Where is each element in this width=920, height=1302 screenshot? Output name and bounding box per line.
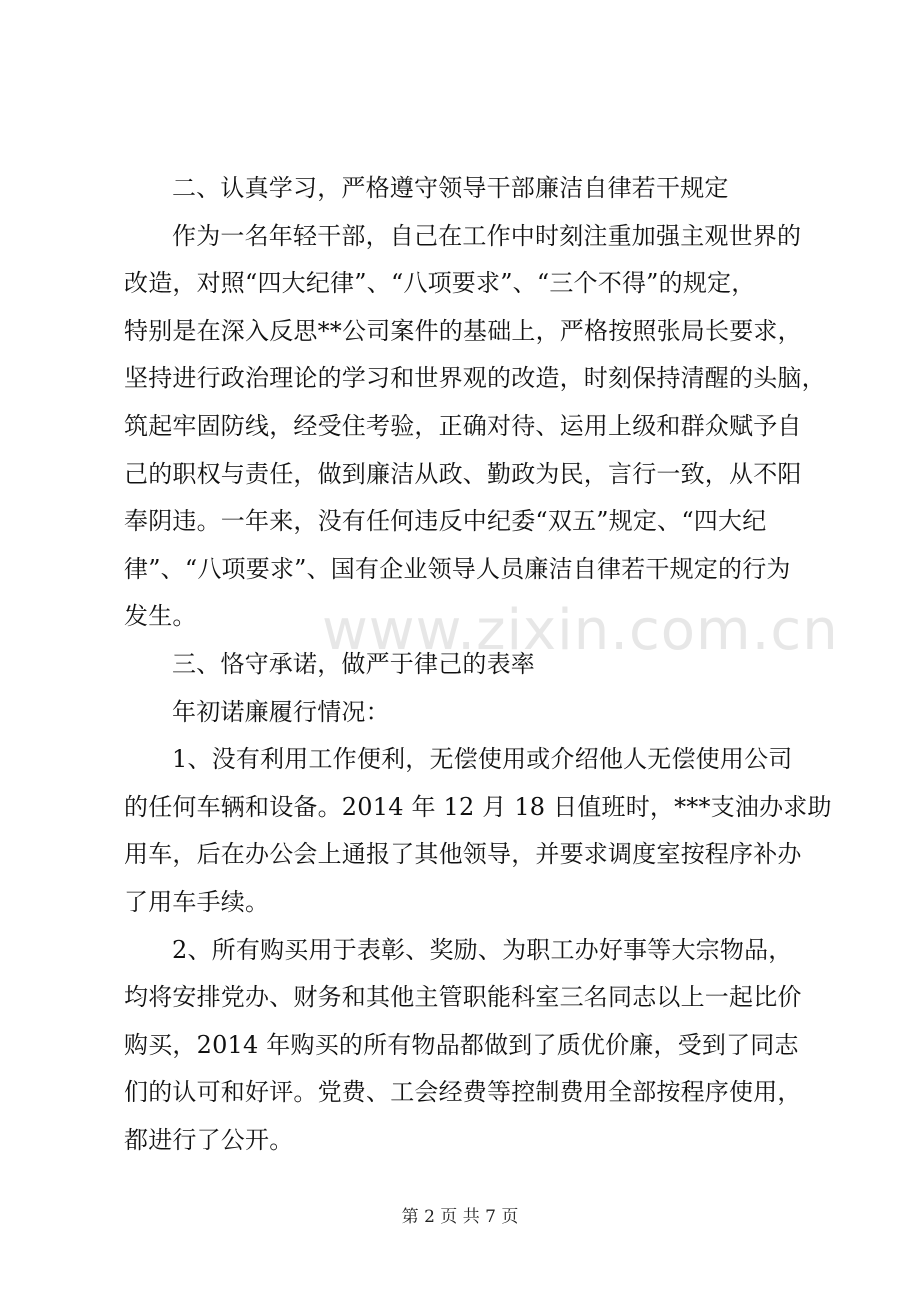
paragraph-line: 的任何车辆和设备。2014 年 12 月 18 日值班时，***支油办求助 (124, 792, 832, 821)
heading-section-2: 二、认真学习，严格遵守领导干部廉洁自律若干规定 (172, 174, 729, 202)
paragraph-line: 发生。 (124, 602, 197, 631)
paragraph-line: 均将安排党办、财务和其他主管职能科室三名同志以上一起比价 (124, 983, 802, 1012)
subheading: 年初诺廉履行情况： (172, 697, 390, 726)
paragraph-line: 了用车手续。 (124, 887, 270, 916)
paragraph-line: 特别是在深入反思**公司案件的基础上，严格按照张局长要求， (124, 316, 802, 345)
paragraph-line: 购买，2014 年购买的所有物品都做到了质优价廉，受到了同志 (124, 1030, 799, 1059)
paragraph-line: 己的职权与责任，做到廉洁从政、勤政为民，言行一致，从不阳 (124, 459, 802, 488)
paragraph-line: 作为一名年轻干部，自己在工作中时刻注重加强主观世界的 (172, 221, 802, 250)
paragraph-line: 律”、“八项要求”、国有企业领导人员廉洁自律若干规定的行为 (124, 554, 791, 583)
watermark: www.zixin.com.cn (322, 598, 839, 663)
heading-section-3: 三、恪守承诺，做严于律己的表率 (172, 649, 535, 678)
paragraph-line: 筑起牢固防线，经受住考验，正确对待、运用上级和群众赋予自 (124, 411, 802, 440)
paragraph-line: 改造，对照“四大纪律”、“八项要求”、“三个不得”的规定， (124, 269, 756, 298)
paragraph-line: 奉阴违。一年来，没有任何违反中纪委“双五”规定、“四大纪 (124, 507, 767, 536)
paragraph-line: 坚持进行政治理论的学习和世界观的改造，时刻保持清醒的头脑， (124, 364, 826, 393)
paragraph-line: 们的认可和好评。党费、工会经费等控制费用全部按程序使用， (124, 1078, 802, 1107)
paragraph-line: 1、没有利用工作便利，无偿使用或介绍他人无偿使用公司 (172, 745, 793, 774)
body-text (124, 165, 832, 1164)
paragraph-line: 2、所有购买用于表彰、奖励、为职工办好事等大宗物品， (172, 935, 793, 964)
paragraph-line: 都进行了公开。 (124, 1125, 294, 1154)
page-footer: 第 2 页 共 7 页 (401, 1207, 519, 1227)
paragraph-line: 用车，后在办公会上通报了其他领导，并要求调度室按程序补办 (124, 840, 802, 869)
